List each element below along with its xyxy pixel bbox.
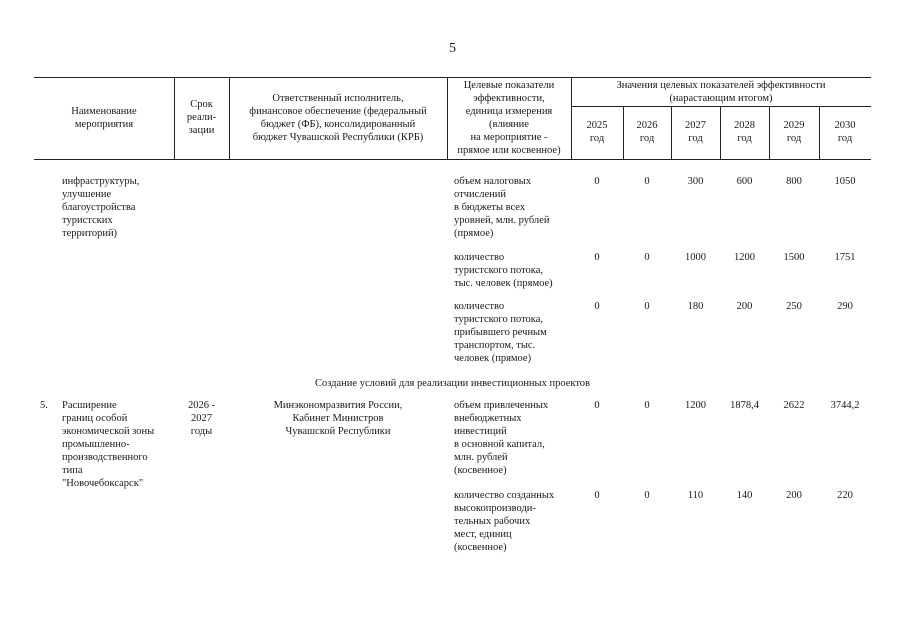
value-cell: 200 <box>786 490 802 501</box>
header-term: Срок реали- зации <box>186 99 217 136</box>
value-cell: 1000 <box>685 252 706 263</box>
header-year: 2025 год <box>586 120 608 144</box>
value-cell: 800 <box>786 176 802 187</box>
indicator-label: количество туристского потока, прибывшего речным транспортом, тыс. человек (прямое) <box>454 301 547 364</box>
header-bottom-rule <box>34 159 871 160</box>
header-name: Наименование мероприятия <box>71 106 137 130</box>
header-executor: Ответственный исполнитель, финансовое обеспечение (федеральный бюджет (ФБ), консолидированный бюджет Чувашской Республики (КРБ) <box>249 93 427 143</box>
value-cell: 140 <box>736 490 753 501</box>
value-cell: 0 <box>644 400 650 411</box>
value-cell: 3744,2 <box>830 400 860 411</box>
table-top-rule <box>34 77 871 78</box>
value-cell: 110 <box>687 490 704 501</box>
value-cell: 1500 <box>783 252 805 263</box>
indicator-label: количество туристского потока, тыс. человек (прямое) <box>454 252 553 289</box>
section-title: Создание условий для реализации инвестиционных проектов <box>314 378 591 389</box>
row-executor: Минэкономразвития России, Кабинет Министров Чувашской Республики <box>273 400 403 437</box>
header-year: 2026 год <box>636 120 658 144</box>
value-cell: 0 <box>594 176 600 187</box>
value-cell: 290 <box>837 301 853 312</box>
value-cell: 0 <box>594 252 600 263</box>
value-cell: 200 <box>736 301 753 312</box>
row-term: 2026 - 2027 годы <box>187 400 216 437</box>
value-cell: 0 <box>644 301 650 312</box>
header-year: 2029 год <box>783 120 805 144</box>
value-cell: 1878,4 <box>730 400 759 411</box>
value-cell: 1050 <box>834 176 856 187</box>
value-cell: 250 <box>786 301 802 312</box>
indicator-label: объем налоговых отчислений в бюджеты всех уровней, млн. рублей (прямое) <box>454 176 550 239</box>
value-cell: 180 <box>687 301 704 312</box>
value-cell: 0 <box>644 490 650 501</box>
value-cell: 0 <box>594 490 600 501</box>
value-cell: 2622 <box>783 400 805 411</box>
value-cell: 0 <box>594 400 600 411</box>
value-cell: 1751 <box>834 252 856 263</box>
indicator-label: количество созданных высокопроизводи- тельных рабочих мест, единиц (косвенное) <box>454 490 555 553</box>
header-year: 2028 год <box>734 120 755 144</box>
row-number: 5. <box>40 400 48 411</box>
value-cell: 1200 <box>685 400 706 411</box>
value-cell: 600 <box>736 176 753 187</box>
row-name-continued: инфраструктуры, улучшение благоустройства туристских территорий) <box>62 176 140 239</box>
header-year: 2030 год <box>834 120 856 144</box>
value-cell: 220 <box>837 490 853 501</box>
value-cell: 0 <box>594 301 600 312</box>
value-cell: 0 <box>644 252 650 263</box>
value-cell: 1200 <box>734 252 755 263</box>
value-cell: 300 <box>687 176 704 187</box>
row-name: Расширение границ особой экономической зоны промышленно- производственного типа "Новочебоксарск" <box>62 400 155 489</box>
header-indicators: Целевые показатели эффективности, единица измерения (влияние на мероприятие - прямое или косвенное) <box>457 80 561 156</box>
header-year: 2027 год <box>685 120 706 144</box>
values-group-rule <box>571 106 871 107</box>
page-number: 5 <box>449 41 456 56</box>
indicator-label: объем привлеченных внебюджетных инвестиций в основной капитал, млн. рублей (косвенное) <box>454 400 549 476</box>
header-values-group: Значения целевых показателей эффективности (нарастающим итогом) <box>616 80 826 104</box>
value-cell: 0 <box>644 176 650 187</box>
